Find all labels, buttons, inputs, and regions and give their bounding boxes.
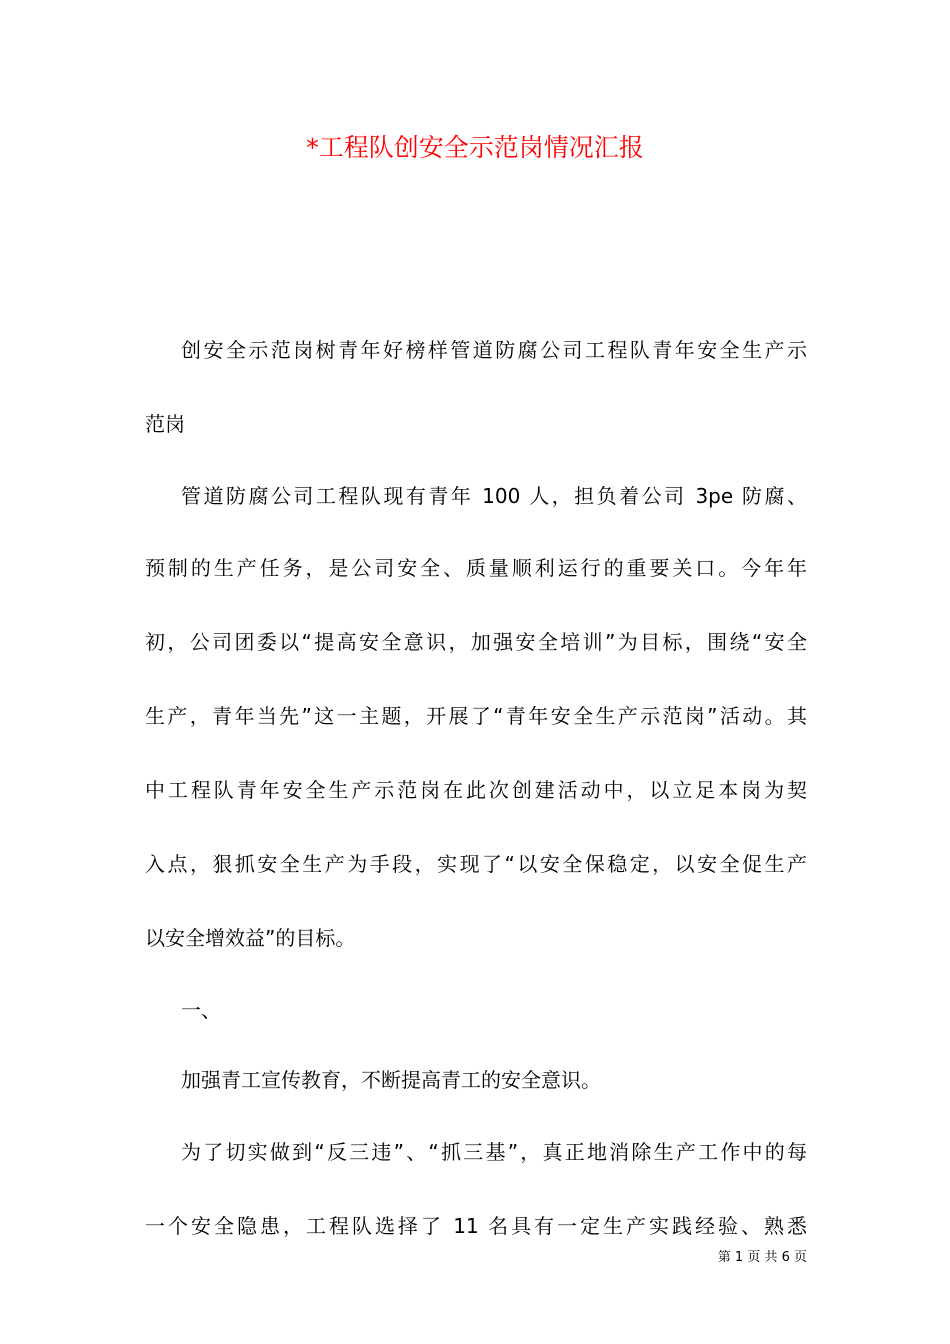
paragraph-line: 中工程队青年安全生产示范岗在此次创建活动中，以立足本岗为契 — [145, 778, 807, 802]
paragraph-line: 创安全示范岗树青年好榜样管道防腐公司工程队青年安全生产示 — [181, 338, 807, 362]
paragraph-line: 入点，狠抓安全生产为手段，实现了“以安全保稳定，以安全促生产 — [145, 852, 807, 876]
paragraph-line: 管道防腐公司工程队现有青年 100 人，担负着公司 3pe 防腐、 — [181, 484, 807, 508]
paragraph-line: 为了切实做到“反三违”、“抓三基”，真正地消除生产工作中的每 — [181, 1140, 807, 1164]
paragraph-line: 一个安全隐患，工程队选择了 11 名具有一定生产实践经验、熟悉 — [145, 1214, 807, 1238]
document-title: *工程队创安全示范岗情况汇报 — [306, 133, 644, 162]
paragraph-line: 生产，青年当先”这一主题，开展了“青年安全生产示范岗”活动。其 — [145, 704, 807, 728]
section-heading: 加强青工宣传教育，不断提高青工的安全意识。 — [181, 1068, 601, 1092]
section-heading-number: 一、 — [181, 998, 221, 1022]
paragraph-line: 以安全增效益”的目标。 — [145, 926, 356, 950]
page-number: 第 1 页 共 6 页 — [717, 1250, 807, 1265]
paragraph-line: 初，公司团委以“提高安全意识，加强安全培训”为目标，围绕“安全 — [145, 630, 807, 654]
document-body — [145, 313, 807, 1263]
paragraph-line: 范岗 — [145, 412, 185, 436]
paragraph-line: 预制的生产任务，是公司安全、质量顺利运行的重要关口。今年年 — [145, 556, 807, 580]
